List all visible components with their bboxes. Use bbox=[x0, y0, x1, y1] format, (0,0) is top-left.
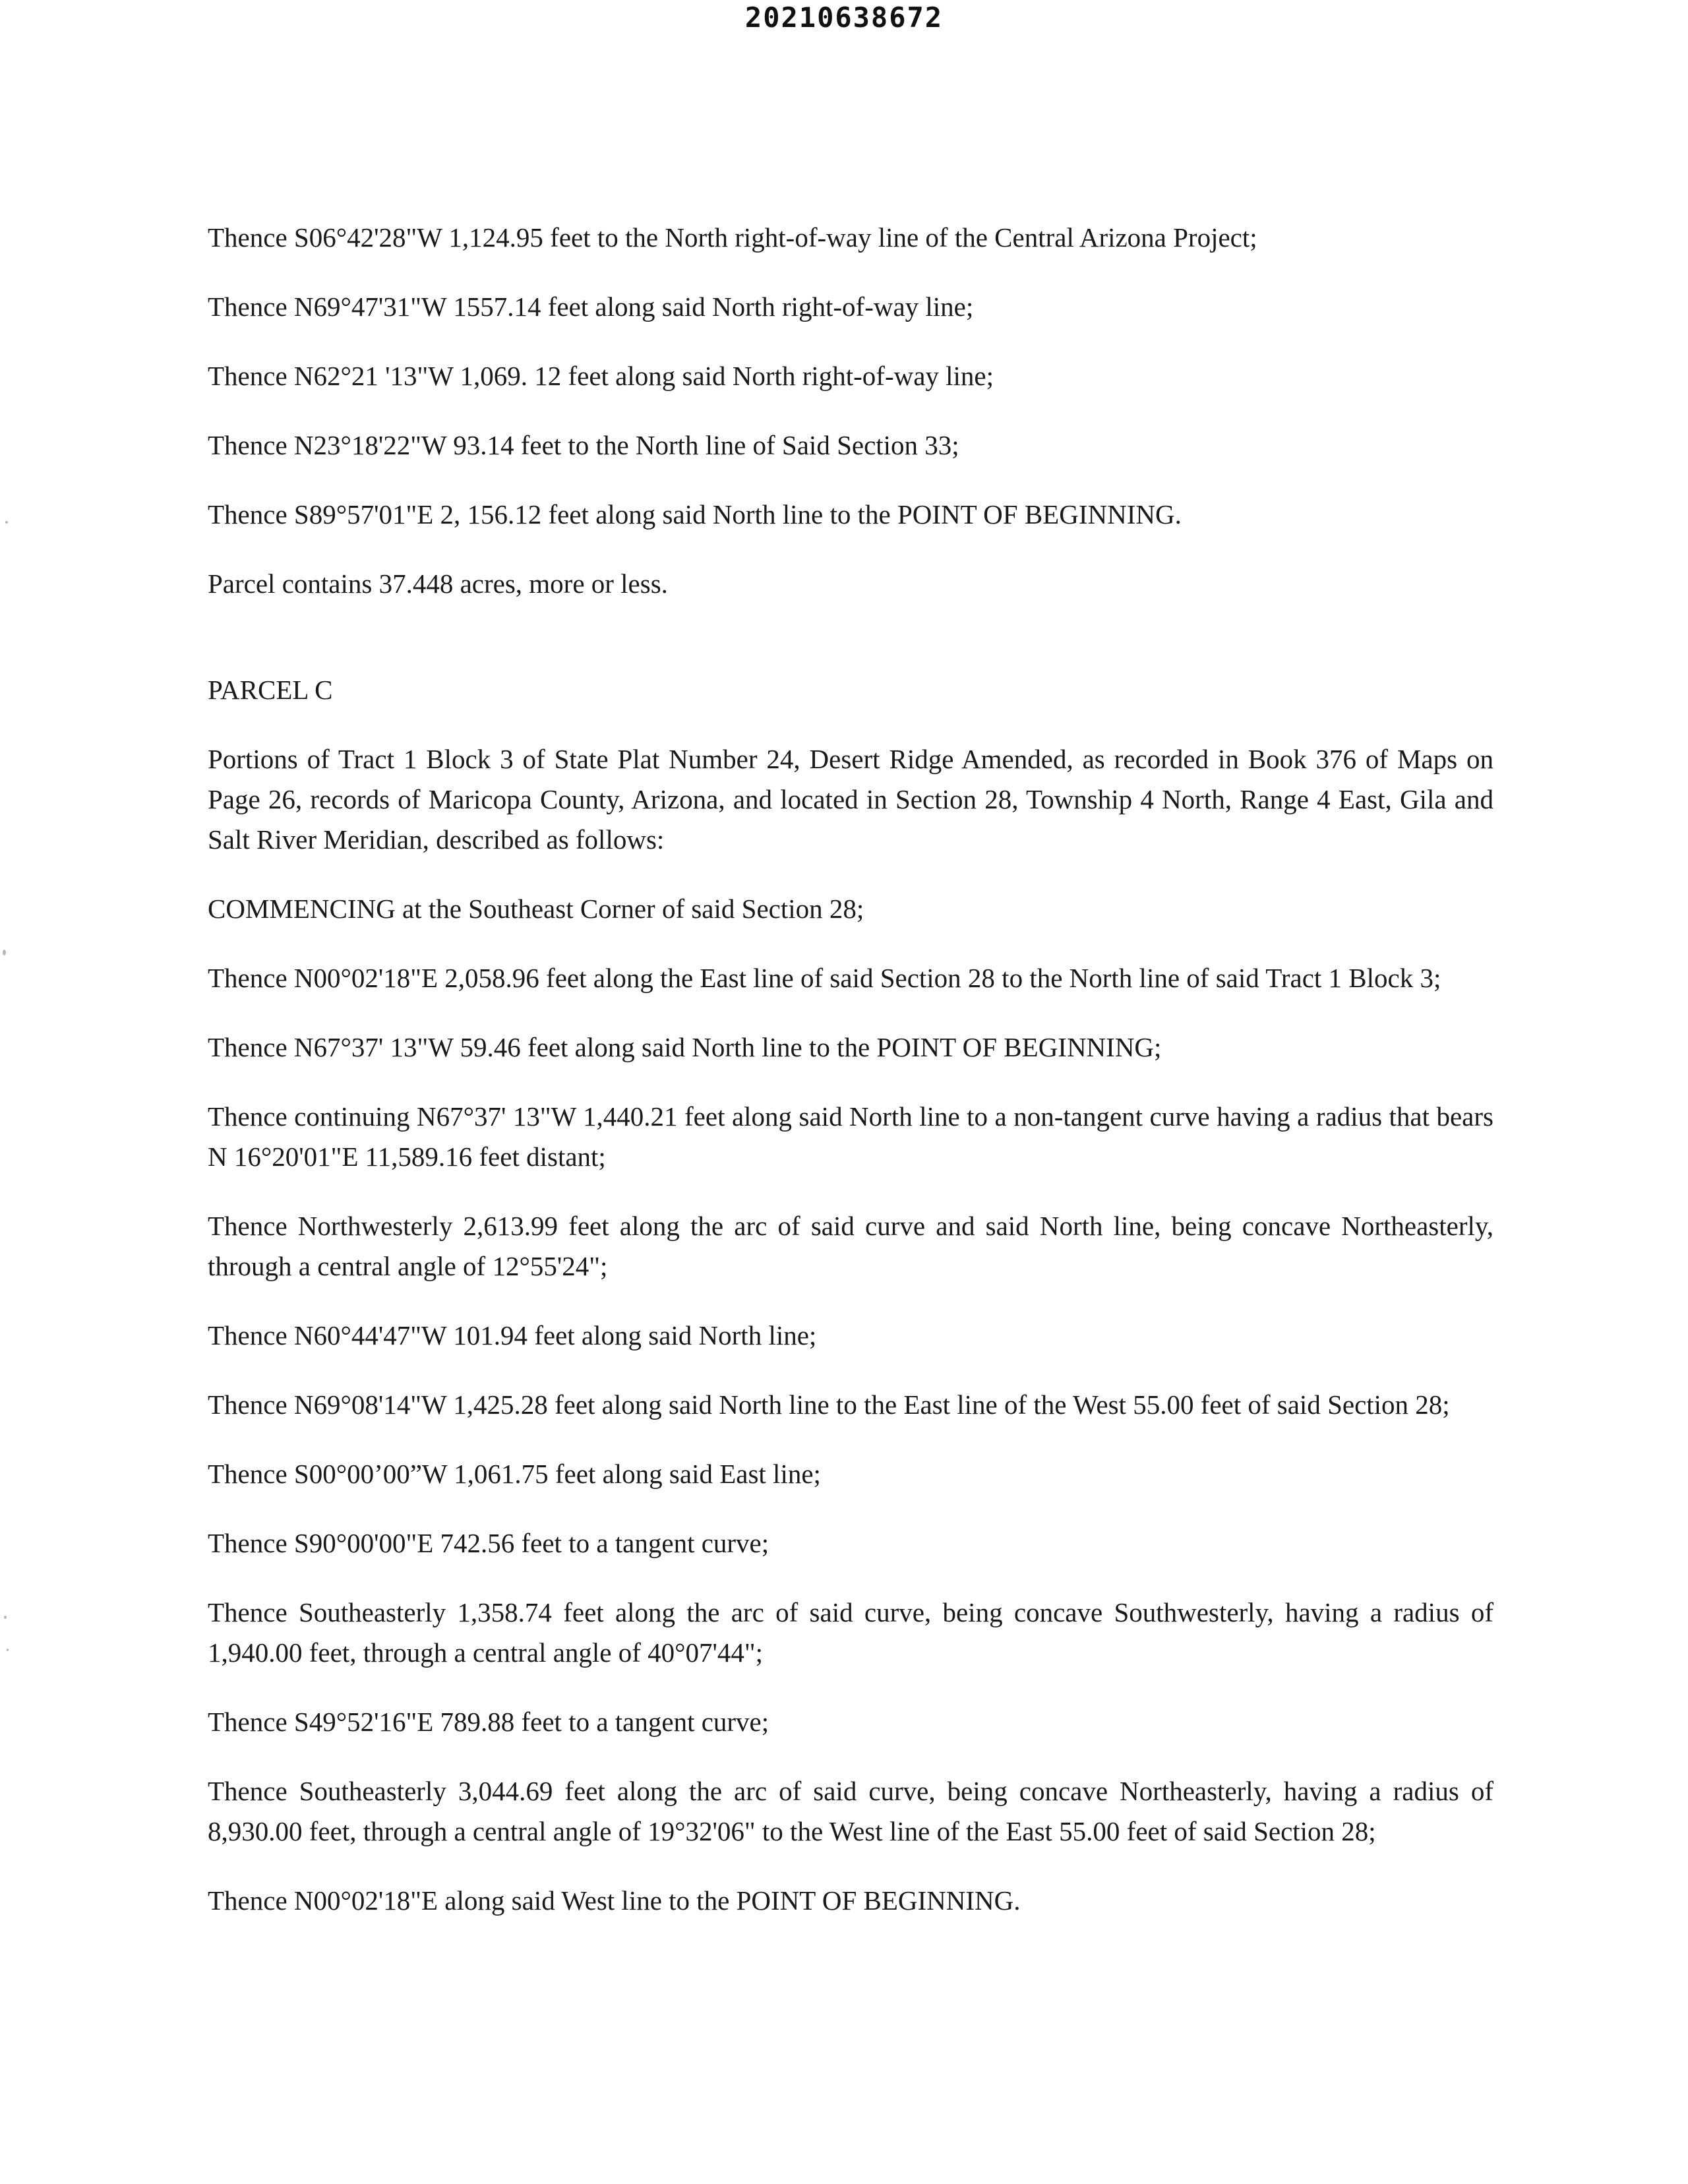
recording-number: 20210638672 bbox=[744, 1, 944, 34]
course-line: Thence S06°42'28"W 1,124.95 feet to the North right-of-way line of the Central Arizona Project; bbox=[208, 222, 1257, 253]
course-line: Thence S90°00'00"E 742.56 feet to a tangent curve; bbox=[208, 1528, 769, 1558]
parcel-heading: PARCEL C bbox=[208, 675, 333, 705]
closing-course-line: Thence N00°02'18"E along said West line to the POINT OF BEGINNING. bbox=[208, 1885, 1021, 1916]
course-line: Thence N00°02'18"E 2,058.96 feet along the East line of said Section 28 to the North line of said Tract 1 Block 3; bbox=[208, 963, 1441, 993]
course-line: Thence S00°00’00”W 1,061.75 feet along said East line; bbox=[208, 1459, 821, 1489]
course-line: Thence N62°21 '13"W 1,069. 12 feet along said North right-of-way line; bbox=[208, 361, 994, 391]
scan-speck bbox=[5, 521, 8, 524]
scan-speck bbox=[7, 1649, 9, 1651]
commencing-line: COMMENCING at the Southeast Corner of said Section 28; bbox=[208, 894, 864, 924]
scan-speck bbox=[3, 950, 6, 956]
course-line: Thence N69°08'14"W 1,425.28 feet along said North line to the East line of the West 55.00 feet of said Section 28; bbox=[208, 1389, 1450, 1420]
course-line: Thence Southeasterly 3,044.69 feet along the arc of said curve, being concave Northeasterly, having a radius of 8,930.00 feet, through a central angle of 19°32'06" to the West line of the East 55.00 feet of said Section 28; bbox=[208, 1776, 1493, 1846]
course-line: Thence N23°18'22"W 93.14 feet to the North line of Said Section 33; bbox=[208, 430, 959, 460]
course-line: Thence N60°44'47"W 101.94 feet along said North line; bbox=[208, 1320, 817, 1350]
legal-description-body bbox=[208, 218, 1493, 1950]
course-line: Thence N67°37' 13"W 59.46 feet along said North line to the POINT OF BEGINNING; bbox=[208, 1032, 1162, 1062]
course-line: Thence S89°57'01"E 2, 156.12 feet along said North line to the POINT OF BEGINNING. bbox=[208, 499, 1182, 530]
course-line: Thence continuing N67°37' 13"W 1,440.21 feet along said North line to a non-tangent curve having a radius that bears N 16°20'01"E 11,589.16 feet distant; bbox=[208, 1101, 1493, 1172]
scan-speck bbox=[4, 1616, 7, 1619]
course-line: Thence Northwesterly 2,613.99 feet along the arc of said curve and said North line, being concave Northeasterly, through a central angle of 12°55'24"; bbox=[208, 1211, 1493, 1281]
parcel-area-statement: Parcel contains 37.448 acres, more or less. bbox=[208, 568, 668, 599]
course-line: Thence Southeasterly 1,358.74 feet along the arc of said curve, being concave Southwesterly, having a radius of 1,940.00 feet, through a central angle of 40°07'44"; bbox=[208, 1597, 1493, 1668]
course-line: Thence N69°47'31"W 1557.14 feet along said North right-of-way line; bbox=[208, 291, 974, 322]
parcel-description-intro: Portions of Tract 1 Block 3 of State Plat Number 24, Desert Ridge Amended, as recorded in Book 376 of Maps on Page 26, records of Maricopa County, Arizona, and located in Section 28, Township 4 North, Range 4 East, Gila and Salt River Meridian, described as follows: bbox=[208, 744, 1493, 855]
course-line: Thence S49°52'16"E 789.88 feet to a tangent curve; bbox=[208, 1707, 769, 1737]
